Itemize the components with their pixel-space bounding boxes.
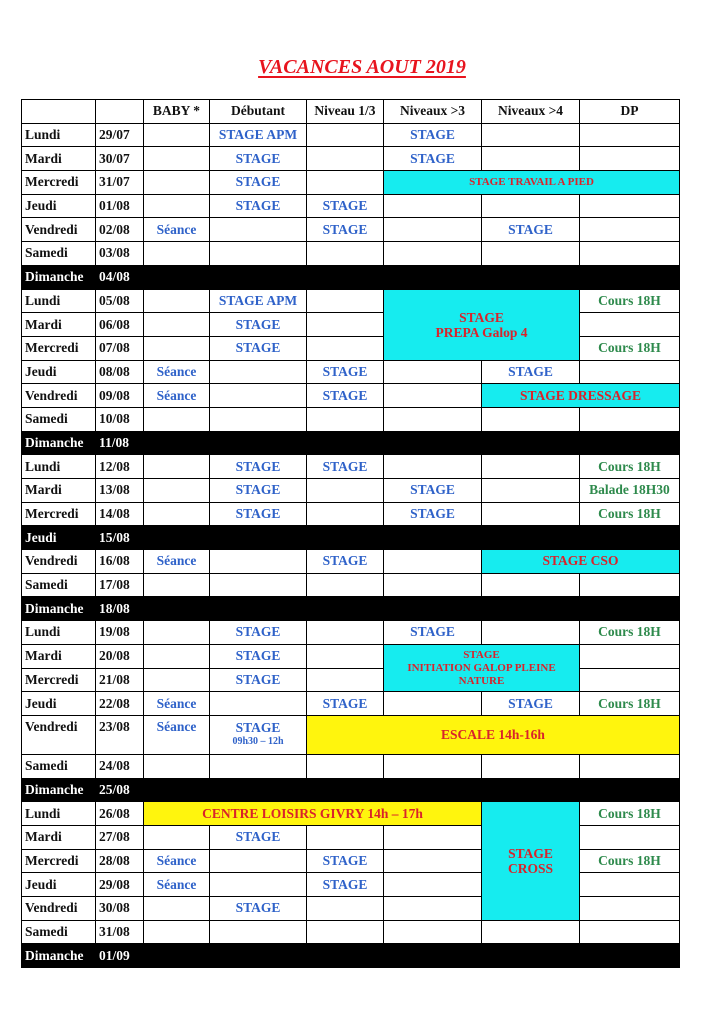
niveau-1-3-cell: STAGE: [307, 692, 384, 716]
table-row: [22, 550, 680, 574]
escale-block: ESCALE 14h-16h: [307, 715, 680, 754]
sunday-row: [22, 597, 680, 621]
niveau-1-3-cell: [307, 289, 384, 313]
stage-cso-block: STAGE CSO: [482, 550, 680, 574]
date-cell: 29/07: [96, 123, 144, 147]
header-niveau-1-3: Niveau 1/3: [307, 100, 384, 124]
niveaux-3-cell: [384, 218, 482, 242]
debutant-cell: STAGE: [210, 171, 307, 195]
niveaux-3-cell: [384, 407, 482, 431]
day-cell: Mardi: [22, 644, 96, 668]
day-cell: Jeudi: [22, 194, 96, 218]
day-cell: Mercredi: [22, 336, 96, 360]
table-row: [22, 920, 680, 944]
date-cell: 16/08: [96, 550, 144, 574]
debutant-cell: [210, 754, 307, 778]
date-cell: 01/08: [96, 194, 144, 218]
debutant-cell: [210, 715, 307, 754]
baby-cell: [144, 123, 210, 147]
centre-loisirs-block: CENTRE LOISIRS GIVRY 14h – 17h: [144, 802, 482, 826]
table-row: [22, 849, 680, 873]
day-cell: Samedi: [22, 407, 96, 431]
sunday-row: [22, 431, 680, 455]
niveau-1-3-cell: STAGE: [307, 455, 384, 479]
date-cell: 07/08: [96, 336, 144, 360]
date-cell: 02/08: [96, 218, 144, 242]
debutant-cell: STAGE: [210, 336, 307, 360]
niveau-1-3-cell: [307, 336, 384, 360]
day-cell: Vendredi: [22, 550, 96, 574]
table-row: [22, 147, 680, 171]
dp-cell: [580, 194, 680, 218]
stage-initiation-galop-block: [384, 644, 580, 691]
niveaux-4-cell: STAGE: [482, 218, 580, 242]
block-line: INITIATION GALOP PLEINE NATURE: [407, 661, 556, 687]
niveaux-4-cell: [482, 242, 580, 266]
debutant-cell: [210, 873, 307, 897]
niveaux-4-cell: [482, 754, 580, 778]
date-cell: 05/08: [96, 289, 144, 313]
table-row: [22, 873, 680, 897]
baby-cell: [144, 147, 210, 171]
dp-cell: [580, 825, 680, 849]
baby-cell: Séance: [144, 692, 210, 716]
niveaux-3-cell: [384, 692, 482, 716]
table-row: [22, 668, 680, 692]
debutant-cell: STAGE APM: [210, 289, 307, 313]
dp-cell: Cours 18H: [580, 502, 680, 526]
dp-cell: [580, 920, 680, 944]
table-row: [22, 802, 680, 826]
niveaux-4-cell: [482, 573, 580, 597]
date-cell: 27/08: [96, 825, 144, 849]
table-row: [22, 621, 680, 645]
table-row: [22, 336, 680, 360]
day-cell: Mercredi: [22, 502, 96, 526]
baby-cell: [144, 644, 210, 668]
day-cell: Dimanche: [22, 431, 96, 455]
date-cell: 04/08: [96, 265, 680, 289]
baby-cell: [144, 754, 210, 778]
table-row: [22, 360, 680, 384]
day-cell: Lundi: [22, 123, 96, 147]
date-cell: 17/08: [96, 573, 144, 597]
debutant-cell: STAGE: [210, 621, 307, 645]
baby-cell: [144, 313, 210, 337]
sunday-row: [22, 944, 680, 968]
baby-cell: [144, 621, 210, 645]
block-line: STAGE: [459, 309, 504, 325]
baby-cell: [144, 194, 210, 218]
baby-cell: Séance: [144, 873, 210, 897]
table-row: [22, 692, 680, 716]
baby-cell: [144, 455, 210, 479]
niveaux-4-cell: [482, 147, 580, 171]
date-cell: 22/08: [96, 692, 144, 716]
date-cell: 28/08: [96, 849, 144, 873]
table-row: [22, 502, 680, 526]
dp-cell: Cours 18H: [580, 692, 680, 716]
dp-cell: Balade 18H30: [580, 479, 680, 503]
table-row: [22, 455, 680, 479]
sunday-row: [22, 778, 680, 802]
date-cell: 08/08: [96, 360, 144, 384]
debutant-cell: [210, 384, 307, 408]
page-title: VACANCES AOUT 2019: [258, 56, 466, 78]
date-cell: 09/08: [96, 384, 144, 408]
dp-cell: [580, 360, 680, 384]
niveau-1-3-cell: [307, 920, 384, 944]
day-cell: Dimanche: [22, 944, 96, 968]
niveau-1-3-cell: STAGE: [307, 360, 384, 384]
header-date: [96, 100, 144, 124]
debutant-cell: [210, 573, 307, 597]
niveau-1-3-cell: [307, 897, 384, 921]
niveau-1-3-cell: STAGE: [307, 873, 384, 897]
table-row: [22, 171, 680, 195]
debutant-cell: [210, 920, 307, 944]
niveaux-4-cell: [482, 502, 580, 526]
block-line: CROSS: [507, 860, 553, 876]
dp-cell: [580, 407, 680, 431]
date-cell: 24/08: [96, 754, 144, 778]
dp-cell: [580, 644, 680, 668]
niveaux-3-cell: [384, 194, 482, 218]
table-row: [22, 897, 680, 921]
date-cell: 23/08: [96, 715, 144, 754]
niveau-1-3-cell: [307, 644, 384, 668]
niveaux-3-cell: STAGE: [384, 479, 482, 503]
niveau-1-3-cell: STAGE: [307, 194, 384, 218]
niveaux-3-cell: STAGE: [384, 621, 482, 645]
baby-cell: [144, 479, 210, 503]
niveaux-3-cell: [384, 873, 482, 897]
date-cell: 31/08: [96, 920, 144, 944]
niveau-1-3-cell: [307, 123, 384, 147]
baby-cell: [144, 920, 210, 944]
debutant-stage-label: STAGE: [235, 719, 281, 735]
sunday-row: [22, 265, 680, 289]
dp-cell: [580, 242, 680, 266]
date-cell: 31/07: [96, 171, 144, 195]
day-cell: Dimanche: [22, 778, 96, 802]
niveaux-4-cell: STAGE: [482, 360, 580, 384]
niveau-1-3-cell: STAGE: [307, 550, 384, 574]
niveaux-4-cell: [482, 621, 580, 645]
dp-cell: [580, 573, 680, 597]
header-debutant: Débutant: [210, 100, 307, 124]
day-cell: Lundi: [22, 802, 96, 826]
date-cell: 19/08: [96, 621, 144, 645]
block-line: PREPA Galop 4: [435, 324, 528, 340]
dp-cell: [580, 147, 680, 171]
debutant-cell: STAGE: [210, 897, 307, 921]
niveaux-4-cell: [482, 455, 580, 479]
dp-cell: [580, 313, 680, 337]
block-line: STAGE: [508, 845, 553, 861]
baby-cell: Séance: [144, 218, 210, 242]
baby-cell: Séance: [144, 550, 210, 574]
niveau-1-3-cell: STAGE: [307, 218, 384, 242]
day-cell: Vendredi: [22, 897, 96, 921]
table-row: [22, 644, 680, 668]
table-row: [22, 123, 680, 147]
stage-travail-a-pied-block: STAGE TRAVAIL A PIED: [384, 171, 680, 195]
dp-cell: Cours 18H: [580, 289, 680, 313]
date-cell: 26/08: [96, 802, 144, 826]
niveaux-3-cell: [384, 384, 482, 408]
niveaux-4-cell: [482, 920, 580, 944]
day-cell: Vendredi: [22, 715, 96, 754]
debutant-cell: STAGE: [210, 644, 307, 668]
day-cell: Mardi: [22, 825, 96, 849]
baby-cell: [144, 171, 210, 195]
niveau-1-3-cell: [307, 479, 384, 503]
day-cell: Vendredi: [22, 384, 96, 408]
dp-cell: [580, 754, 680, 778]
table-row: [22, 479, 680, 503]
baby-cell: Séance: [144, 384, 210, 408]
header-row: [22, 100, 680, 124]
day-cell: Jeudi: [22, 692, 96, 716]
header-dp: DP: [580, 100, 680, 124]
dp-cell: [580, 873, 680, 897]
header-day: [22, 100, 96, 124]
niveaux-3-cell: [384, 360, 482, 384]
niveau-1-3-cell: [307, 313, 384, 337]
dp-cell: Cours 18H: [580, 455, 680, 479]
date-cell: 11/08: [96, 431, 680, 455]
debutant-cell: [210, 360, 307, 384]
dp-cell: Cours 18H: [580, 336, 680, 360]
niveaux-3-cell: STAGE: [384, 502, 482, 526]
niveau-1-3-cell: [307, 502, 384, 526]
niveaux-3-cell: [384, 242, 482, 266]
stage-dressage-block: STAGE DRESSAGE: [482, 384, 680, 408]
stage-prepa-galop-4-block: [384, 289, 580, 360]
table-row: [22, 194, 680, 218]
dp-cell: [580, 897, 680, 921]
debutant-cell: STAGE: [210, 668, 307, 692]
baby-cell: [144, 336, 210, 360]
day-cell: Jeudi: [22, 360, 96, 384]
day-cell: Samedi: [22, 920, 96, 944]
table-row: [22, 289, 680, 313]
date-cell: 12/08: [96, 455, 144, 479]
niveau-1-3-cell: [307, 621, 384, 645]
table-row: [22, 407, 680, 431]
day-cell: Dimanche: [22, 597, 96, 621]
niveau-1-3-cell: STAGE: [307, 849, 384, 873]
header-baby: BABY *: [144, 100, 210, 124]
day-cell: Mardi: [22, 479, 96, 503]
niveaux-3-cell: STAGE: [384, 147, 482, 171]
table-row: [22, 825, 680, 849]
dp-cell: [580, 123, 680, 147]
day-cell: Mercredi: [22, 668, 96, 692]
day-cell: Vendredi: [22, 218, 96, 242]
day-cell: Dimanche: [22, 265, 96, 289]
baby-cell: [144, 242, 210, 266]
day-cell: Mardi: [22, 313, 96, 337]
header-niveaux-4: Niveaux >4: [482, 100, 580, 124]
debutant-cell: STAGE: [210, 313, 307, 337]
niveaux-3-cell: [384, 920, 482, 944]
day-cell: Jeudi: [22, 873, 96, 897]
niveaux-3-cell: [384, 455, 482, 479]
debutant-cell: [210, 550, 307, 574]
dp-cell: [580, 218, 680, 242]
dp-cell: [580, 668, 680, 692]
debutant-cell: STAGE: [210, 147, 307, 171]
date-cell: 10/08: [96, 407, 144, 431]
baby-cell: [144, 825, 210, 849]
baby-cell: [144, 407, 210, 431]
table-row: [22, 218, 680, 242]
niveaux-3-cell: [384, 573, 482, 597]
niveaux-4-cell: [482, 194, 580, 218]
date-cell: 30/07: [96, 147, 144, 171]
date-cell: 30/08: [96, 897, 144, 921]
day-cell: Mercredi: [22, 171, 96, 195]
baby-cell: [144, 897, 210, 921]
day-cell: Mardi: [22, 147, 96, 171]
niveau-1-3-cell: [307, 573, 384, 597]
niveau-1-3-cell: [307, 171, 384, 195]
date-cell: 18/08: [96, 597, 680, 621]
niveau-1-3-cell: STAGE: [307, 384, 384, 408]
debutant-cell: [210, 218, 307, 242]
baby-cell: Séance: [144, 360, 210, 384]
header-niveaux-3: Niveaux >3: [384, 100, 482, 124]
niveaux-3-cell: [384, 849, 482, 873]
niveau-1-3-cell: [307, 407, 384, 431]
niveaux-4-cell: [482, 407, 580, 431]
niveau-1-3-cell: [307, 825, 384, 849]
debutant-cell: STAGE: [210, 479, 307, 503]
niveaux-3-cell: STAGE: [384, 123, 482, 147]
baby-cell: [144, 289, 210, 313]
niveaux-4-cell: [482, 479, 580, 503]
day-cell: Samedi: [22, 573, 96, 597]
debutant-cell: [210, 849, 307, 873]
niveau-1-3-cell: [307, 668, 384, 692]
table-row: [22, 715, 680, 754]
baby-cell: [144, 668, 210, 692]
dp-cell: Cours 18H: [580, 802, 680, 826]
date-cell: 14/08: [96, 502, 144, 526]
dp-cell: Cours 18H: [580, 621, 680, 645]
date-cell: 06/08: [96, 313, 144, 337]
holiday-row: [22, 526, 680, 550]
baby-cell: [144, 573, 210, 597]
block-line: STAGE: [463, 648, 500, 661]
schedule-table: [21, 99, 680, 968]
debutant-cell: [210, 242, 307, 266]
niveaux-3-cell: [384, 550, 482, 574]
day-cell: Lundi: [22, 455, 96, 479]
debutant-cell: [210, 692, 307, 716]
date-cell: 21/08: [96, 668, 144, 692]
stage-cross-block: [482, 802, 580, 920]
table-row: [22, 242, 680, 266]
date-cell: 03/08: [96, 242, 144, 266]
debutant-cell: STAGE: [210, 502, 307, 526]
niveaux-4-cell: STAGE: [482, 692, 580, 716]
debutant-cell: [210, 407, 307, 431]
day-cell: Samedi: [22, 754, 96, 778]
niveaux-4-cell: [482, 123, 580, 147]
date-cell: 13/08: [96, 479, 144, 503]
date-cell: 25/08: [96, 778, 680, 802]
date-cell: 20/08: [96, 644, 144, 668]
day-cell: Mercredi: [22, 849, 96, 873]
debutant-cell: STAGE: [210, 455, 307, 479]
table-row: [22, 384, 680, 408]
dp-cell: Cours 18H: [580, 849, 680, 873]
niveaux-3-cell: [384, 825, 482, 849]
day-cell: Lundi: [22, 621, 96, 645]
table-row: [22, 573, 680, 597]
niveau-1-3-cell: [307, 754, 384, 778]
niveau-1-3-cell: [307, 242, 384, 266]
baby-cell: Séance: [144, 715, 210, 754]
debutant-time-label: 09h30 – 12h: [232, 735, 284, 747]
table-row: [22, 313, 680, 337]
day-cell: Jeudi: [22, 526, 96, 550]
debutant-cell: STAGE APM: [210, 123, 307, 147]
niveau-1-3-cell: [307, 147, 384, 171]
baby-cell: [144, 502, 210, 526]
day-cell: Lundi: [22, 289, 96, 313]
day-cell: Samedi: [22, 242, 96, 266]
niveaux-3-cell: [384, 754, 482, 778]
date-cell: 15/08: [96, 526, 680, 550]
date-cell: 29/08: [96, 873, 144, 897]
debutant-cell: STAGE: [210, 194, 307, 218]
date-cell: 01/09: [96, 944, 680, 968]
debutant-cell: STAGE: [210, 825, 307, 849]
baby-cell: Séance: [144, 849, 210, 873]
table-row: [22, 754, 680, 778]
niveaux-3-cell: [384, 897, 482, 921]
